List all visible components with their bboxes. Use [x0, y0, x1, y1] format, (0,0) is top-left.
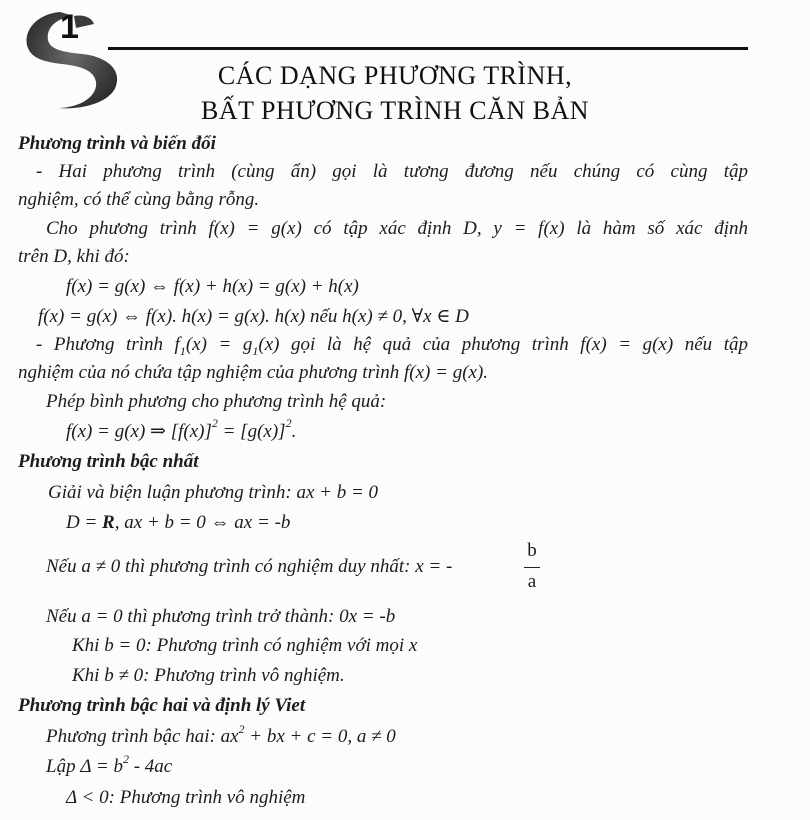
header-rule	[108, 47, 748, 50]
equation-multiply: f(x) = g(x) ⇔ f(x). h(x) = g(x). h(x) nếu h(x) ≠ 0, ∀x ∈ D	[38, 306, 469, 327]
paragraph-domain-line2: trên D, khi đó:	[18, 246, 130, 267]
fraction-denominator: a	[527, 571, 537, 592]
linear-b-zero-line: Khi b = 0: Phương trình có nghiệm với mọi x	[72, 635, 418, 656]
chapter-header	[0, 0, 810, 130]
paragraph-domain-line1: Cho phương trình f(x) = g(x) có tập xác định D, y = f(x) là hàm số xác định	[46, 218, 748, 239]
chapter-title-line1: CÁC DẠNG PHƯƠNG TRÌNH,	[217, 61, 573, 90]
linear-unique-solution-line: Nếu a ≠ 0 thì phương trình có nghiệm duy nhất: x = -	[46, 556, 453, 577]
paragraph-consequence-line2: nghiệm của nó chứa tập nghiệm của phương trình f(x) = g(x).	[18, 362, 489, 383]
fraction-b-over-a	[524, 540, 540, 593]
chapter-title-line2: BẤT PHƯƠNG TRÌNH CĂN BẢN	[200, 96, 590, 125]
linear-a-zero-line: Nếu a = 0 thì phương trình trở thành: 0x = -b	[46, 606, 396, 627]
section-heading-transform: Phương trình và biến đổi	[18, 133, 216, 154]
discriminant-negative-line: Δ < 0: Phương trình vô nghiệm	[66, 787, 306, 808]
paragraph-squaring: Phép bình phương cho phương trình hệ quả:	[46, 391, 387, 412]
discriminant-line: Lập $\Delta = b^2 - 4ac$	[46, 752, 173, 777]
fraction-numerator: b	[527, 540, 537, 561]
section-heading-quadratic: Phương trình bậc hai và định lý Viet	[18, 695, 306, 716]
linear-domain-line: D = R, ax + b = 0 ⇔ ax = -b	[66, 512, 291, 533]
paragraph-consequence-line1: - Phương trình $f_1(x) = g_1(x)$ gọi là hệ quả của phương trình f(x) = g(x) nếu tập	[36, 334, 749, 358]
fraction-bar	[524, 567, 540, 568]
linear-b-nonzero-line: Khi b ≠ 0: Phương trình vô nghiệm.	[72, 665, 345, 686]
equation-square: f(x) = g(x) ⇒ $[f(x)]^2 = [g(x)]^2$.	[66, 416, 297, 442]
paragraph-equivalent-line2: nghiệm, có thể cùng bằng rỗng.	[18, 189, 260, 210]
section-heading-linear: Phương trình bậc nhất	[18, 451, 199, 472]
paragraph-equivalent-line1: - Hai phương trình (cùng ẩn) gọi là tương đương nếu chúng có cùng tập	[36, 161, 748, 182]
linear-solve-line: Giải và biện luận phương trình: ax + b = 0	[48, 482, 379, 503]
equation-add: f(x) = g(x) ⇔ f(x) + h(x) = g(x) + h(x)	[66, 276, 359, 297]
quadratic-equation-line: Phương trình bậc hai: $ax^2$ + bx + c = 0, a ≠ 0	[46, 722, 396, 747]
chapter-number: 1	[60, 8, 79, 46]
